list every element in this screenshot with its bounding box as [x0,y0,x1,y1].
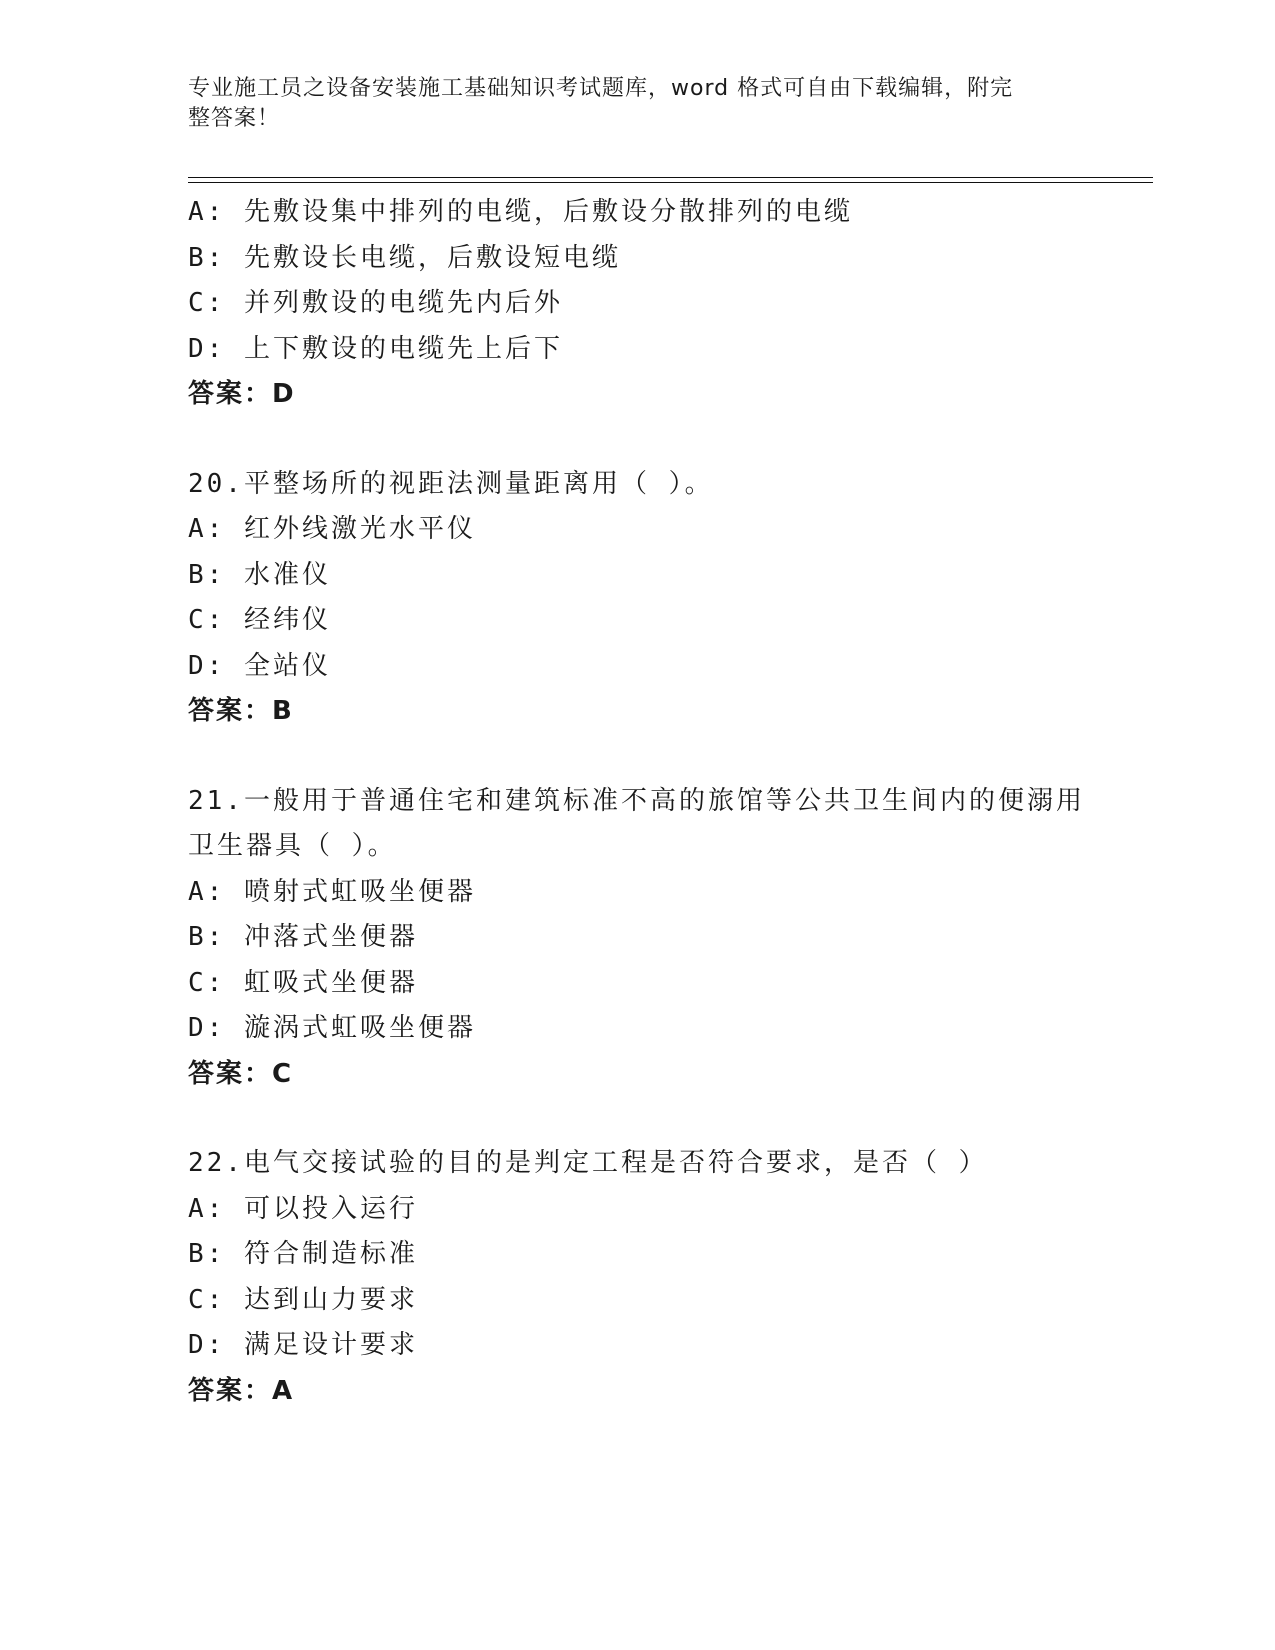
spacer [188,1097,1148,1141]
answer: 答案：C [188,1058,294,1089]
header-line-2: 整答案！ [188,106,281,131]
option-d: D: 漩涡式虹吸坐便器 [188,1013,476,1043]
option-d: D: 上下敷设的电缆先上后下 [188,333,563,364]
header-line-1: 专业施工员之设备安装施工基础知识考试题库，word 格式可自由下载编辑，附完 [188,76,1014,101]
question-text-line-1: 21.一般用于普通住宅和建筑标准不高的旅馆等公共卫生间内的便溺用 [188,785,1085,816]
question-19 [188,190,1148,418]
answer: 答案：B [188,696,294,726]
answer: 答案：D [188,379,296,409]
answer: 答案：A [188,1375,295,1406]
option-c: C: 虹吸式坐便器 [188,967,418,998]
option-a: A: 先敷设集中排列的电缆，后敷设分散排列的电缆 [188,197,853,227]
question-text: 20.平整场所的视距法测量距离用（ ）。 [188,468,714,499]
spacer [188,735,1148,779]
option-b: B: 冲落式坐便器 [188,922,418,952]
option-a: A: 可以投入运行 [188,1193,418,1224]
option-d: D: 全站仪 [188,650,331,681]
question-text: 22.电气交接试验的目的是判定工程是否符合要求，是否（ ） [188,1148,988,1178]
header-divider-bottom [188,182,1153,183]
option-b: B: 符合制造标准 [188,1239,418,1269]
question-list [188,190,1148,1414]
question-20 [188,462,1148,735]
question-22 [188,1141,1148,1414]
option-d: D: 满足设计要求 [188,1330,418,1360]
option-b: B: 先敷设长电缆，后敷设短电缆 [188,242,621,273]
option-a: A: 红外线激光水平仪 [188,514,476,544]
option-a: A: 喷射式虹吸坐便器 [188,876,476,907]
question-text-line-2: 卫生器具（ ）。 [188,831,397,861]
option-b: B: 水准仪 [188,559,331,590]
option-c: C: 经纬仪 [188,605,331,635]
option-c: C: 并列敷设的电缆先内后外 [188,288,563,318]
spacer [188,418,1148,462]
question-21 [188,779,1148,1098]
page-header [188,74,1068,134]
header-divider-top [188,177,1153,178]
option-c: C: 达到山力要求 [188,1284,418,1315]
